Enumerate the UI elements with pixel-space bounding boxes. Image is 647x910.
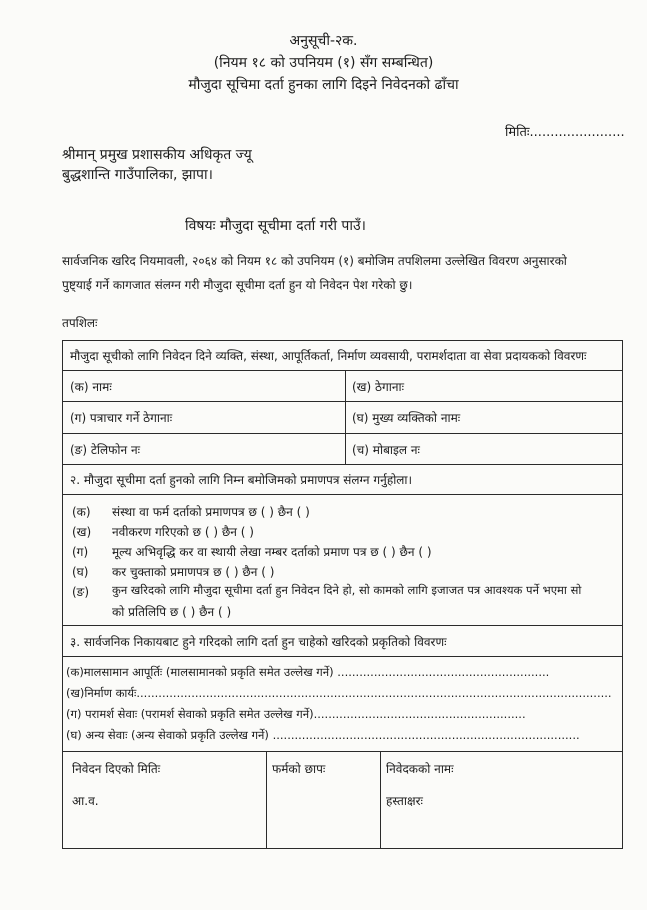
form-title: मौजुदा सूचिमा दर्ता हुनका लागि दिइने निवेदनको ढाँचा	[188, 77, 459, 93]
goods-supply-field: (क)मालसामान आपूर्तिः (मालसामानको प्रकृति समेत उल्लेख गर्ने) ..........................................................	[66, 665, 550, 679]
phone-label: (ङ) टेलिफोन नः	[70, 443, 141, 457]
address-field-label: (ख) ठेगानाः	[352, 380, 405, 394]
construction-field: (ख)निर्माण कार्यः..................................................................................................................................	[66, 686, 612, 700]
signature-label: हस्ताक्षरः	[386, 794, 423, 808]
body-line-2: पुष्ट्याई गर्ने कागजात संलग्न गरी मौजुदा सूचीमा दर्ता हुन यो निवेदन पेश गरेको छु।	[62, 278, 413, 292]
body-line-1: सार्वजनिक खरिद नियमावली, २०६४ को नियम १८ को उपनियम (१) बमोजिम तपशिलमा उल्लेखित विवरण अनुसारको	[62, 254, 567, 268]
name-field-label: (क) नामः	[70, 380, 112, 394]
applicant-name-label: निवेदकको नामः	[386, 762, 454, 776]
certificate-item-continued: को प्रतिलिपि छ ( ) छैन ( )	[112, 605, 232, 619]
certificate-item: कर चुक्ताको प्रमाणपत्र छ ( ) छैन ( )	[112, 565, 275, 579]
subject-line: विषयः मौजुदा सूचीमा दर्ता गरी पाउँ।	[185, 218, 366, 234]
mobile-label: (च) मोबाइल नः	[352, 443, 420, 457]
addressee-office: बुद्धशान्ति गाउँपालिका, झापा।	[62, 167, 213, 183]
consulting-field: (ग) परामर्श सेवाः (परामर्श सेवाको प्रकृति समेत उल्लेख गर्ने)..........................................................	[66, 707, 526, 721]
item-mark: (ग)	[72, 545, 89, 559]
item-mark: (क)	[72, 505, 91, 519]
section3-heading: ३. सार्वजनिक निकायबाट हुने गरिदको लागि दर्ता हुन चाहेको खरिदको प्रकृतिको विवरणः	[70, 635, 447, 649]
contact-person-label: (घ) मुख्य व्यक्तिको नामः	[352, 411, 461, 425]
item-mark: (घ)	[72, 565, 89, 579]
firm-stamp-label: फर्मको छापः	[272, 762, 326, 776]
date-field: मितिः.......................	[505, 125, 625, 140]
certificate-item: मूल्य अभिवृद्धि कर वा स्थायी लेखा नम्बर दर्ताको प्रमाण पत्र छ ( ) छैन ( )	[112, 545, 432, 559]
schedule-number: अनुसूची-२क.	[289, 33, 358, 49]
details-label: तपशिलः	[62, 316, 98, 330]
postal-address-label: (ग) पत्राचार गर्ने ठेगानाः	[70, 411, 173, 425]
section2-heading: २. मौजुदा सूचीमा दर्ता हुनको लागि निम्न बमोजिमको प्रमाणपत्र संलग्न गर्नुहोला।	[70, 473, 413, 487]
item-mark: (ख)	[72, 525, 92, 539]
rule-reference: (नियम १८ को उपनियम (१) सँग सम्बन्धित)	[213, 55, 434, 71]
application-date-label: निवेदन दिएको मितिः	[72, 762, 161, 776]
other-services-field: (घ) अन्य सेवाः (अन्य सेवाको प्रकृति उल्लेख गर्ने) ....................................................................................	[66, 728, 580, 742]
fiscal-year-label: आ.व.	[72, 794, 99, 808]
certificate-item: संस्था वा फर्म दर्ताको प्रमाणपत्र छ ( ) छैन ( )	[112, 505, 310, 519]
item-mark: (ङ)	[72, 585, 90, 599]
certificate-item: कुन खरिदको लागि मौजुदा सूचीमा दर्ता हुन निवेदन दिने हो, सो कामको लागि इजाजत पत्र आवश्यक पर्ने भएमा सो	[112, 583, 582, 597]
section1-heading: मौजुदा सूचीको लागि निवेदन दिने व्यक्ति, संस्था, आपूर्तिकर्ता, निर्माण व्यवसायी, परामर्शदाता वा सेवा प्रदायकको विवरणः	[70, 349, 587, 363]
addressee-title: श्रीमान् प्रमुख प्रशासकीय अधिकृत ज्यू	[62, 147, 252, 163]
certificate-item: नवीकरण गरिएको छ ( ) छैन ( )	[112, 525, 254, 539]
